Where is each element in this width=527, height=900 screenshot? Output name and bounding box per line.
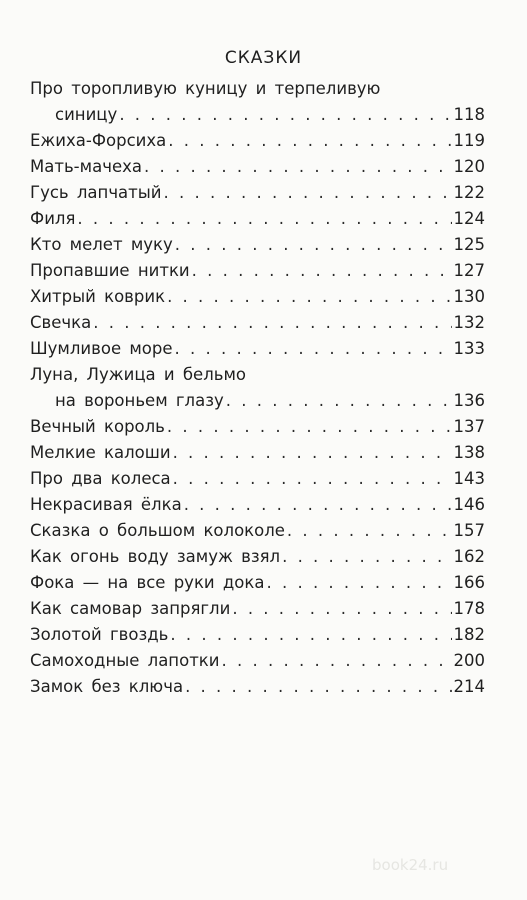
toc-entry[interactable] [30,180,485,206]
toc-entry[interactable] [30,128,485,154]
dot-leader [170,622,451,648]
dot-leader [185,674,451,700]
dot-leader [184,492,452,518]
toc-entry[interactable] [30,284,485,310]
dot-leader [192,258,452,284]
toc-entry[interactable] [30,232,485,258]
toc-entry-page: 182 [453,625,485,644]
toc-entry-page: 138 [453,443,485,462]
toc-entry-title: Филя [30,209,76,228]
dot-leader [173,440,452,466]
dot-leader [119,102,451,128]
toc-entry-title: Ежиха-Форсиха [30,131,167,150]
toc-entry-title: Самоходные лапотки [30,651,220,670]
toc-entry[interactable] [30,414,485,440]
toc-entry-title: Некрасивая ёлка [30,495,182,514]
toc-entry-title: Сказка о большом колоколе [30,521,285,540]
toc-entry-title: Хитрый коврик [30,287,166,306]
toc-entry[interactable] [30,206,485,232]
show-through-text: book24.ru [372,856,449,874]
dot-leader [164,180,452,206]
toc-entry-title: Шумливое море [30,339,173,358]
toc-entry-page: 130 [453,287,485,306]
toc-entry-page: 146 [453,495,485,514]
toc-entry[interactable] [30,466,485,492]
toc-entry[interactable] [30,362,485,414]
toc-entry[interactable] [30,154,485,180]
dot-leader [167,414,452,440]
toc-entry-page: 124 [453,209,485,228]
toc-entry-page: 143 [453,469,485,488]
toc-entry-page: 132 [453,313,485,332]
dot-leader [77,206,451,232]
dot-leader [282,544,451,570]
toc-entry[interactable] [30,622,485,648]
toc-entry-page: 178 [453,599,485,618]
toc-entry-page: 137 [453,417,485,436]
toc-entry[interactable] [30,258,485,284]
toc-entry-page: 200 [453,651,485,670]
toc-entry[interactable] [30,76,485,128]
toc-entry-page: 136 [453,391,485,410]
dot-leader [266,570,451,596]
toc-entry-title: Мелкие калоши [30,443,171,462]
toc-entry-title: Гусь лапчатый [30,183,162,202]
toc-entry-title: Мать-мачеха [30,157,142,176]
toc-entry[interactable] [30,544,485,570]
toc-entry-title: Про торопливую куницу и терпеливую [30,79,381,98]
dot-leader [175,232,452,258]
toc-entry-title: Луна, Лужица и бельмо [30,365,247,384]
toc-entry-page: 118 [453,105,485,124]
dot-leader [93,310,451,336]
toc-entry-title: Замок без ключа [30,677,184,696]
toc-entry-page: 133 [453,339,485,358]
toc-entry-page: 166 [453,573,485,592]
dot-leader [144,154,452,180]
toc-entry[interactable] [30,310,485,336]
toc-entry-title: Как огонь воду замуж взял [30,547,281,566]
toc-entry-page: 125 [453,235,485,254]
toc-entry[interactable] [30,674,485,700]
dot-leader [175,336,452,362]
toc-entry-page: 162 [453,547,485,566]
toc-entry[interactable] [30,492,485,518]
toc-entry[interactable] [30,596,485,622]
toc-entry-page: 122 [453,183,485,202]
toc-entry-title: Кто мелет муку [30,235,173,254]
toc-entry-title: Про два колеса [30,469,171,488]
toc-entry-title: Фока — на все руки дока [30,573,265,592]
dot-leader [226,388,452,414]
toc-entry-title: Золотой гвоздь [30,625,169,644]
toc-entry-title: Пропавшие нитки [30,261,190,280]
toc-entry[interactable] [30,518,485,544]
toc-entry-title: Как самовар запрягли [30,599,231,618]
toc-entry-page: 119 [453,131,485,150]
dot-leader [287,518,452,544]
toc-entry[interactable] [30,648,485,674]
dot-leader [173,466,452,492]
toc-entry-title-cont: синицу [55,105,118,124]
table-of-contents [30,76,485,700]
toc-entry[interactable] [30,336,485,362]
toc-entry[interactable] [30,440,485,466]
toc-entry-title-cont: на вороньем глазу [55,391,224,410]
toc-entry[interactable] [30,570,485,596]
dot-leader [222,648,452,674]
dot-leader [167,284,451,310]
toc-entry-page: 127 [453,261,485,280]
toc-entry-page: 120 [453,157,485,176]
toc-entry-page: 214 [453,677,485,696]
dot-leader [232,596,451,622]
toc-entry-page: 157 [453,521,485,540]
toc-entry-title: Свечка [30,313,92,332]
section-title: СКАЗКИ [224,48,303,68]
dot-leader [168,128,451,154]
toc-entry-title: Вечный король [30,417,165,436]
